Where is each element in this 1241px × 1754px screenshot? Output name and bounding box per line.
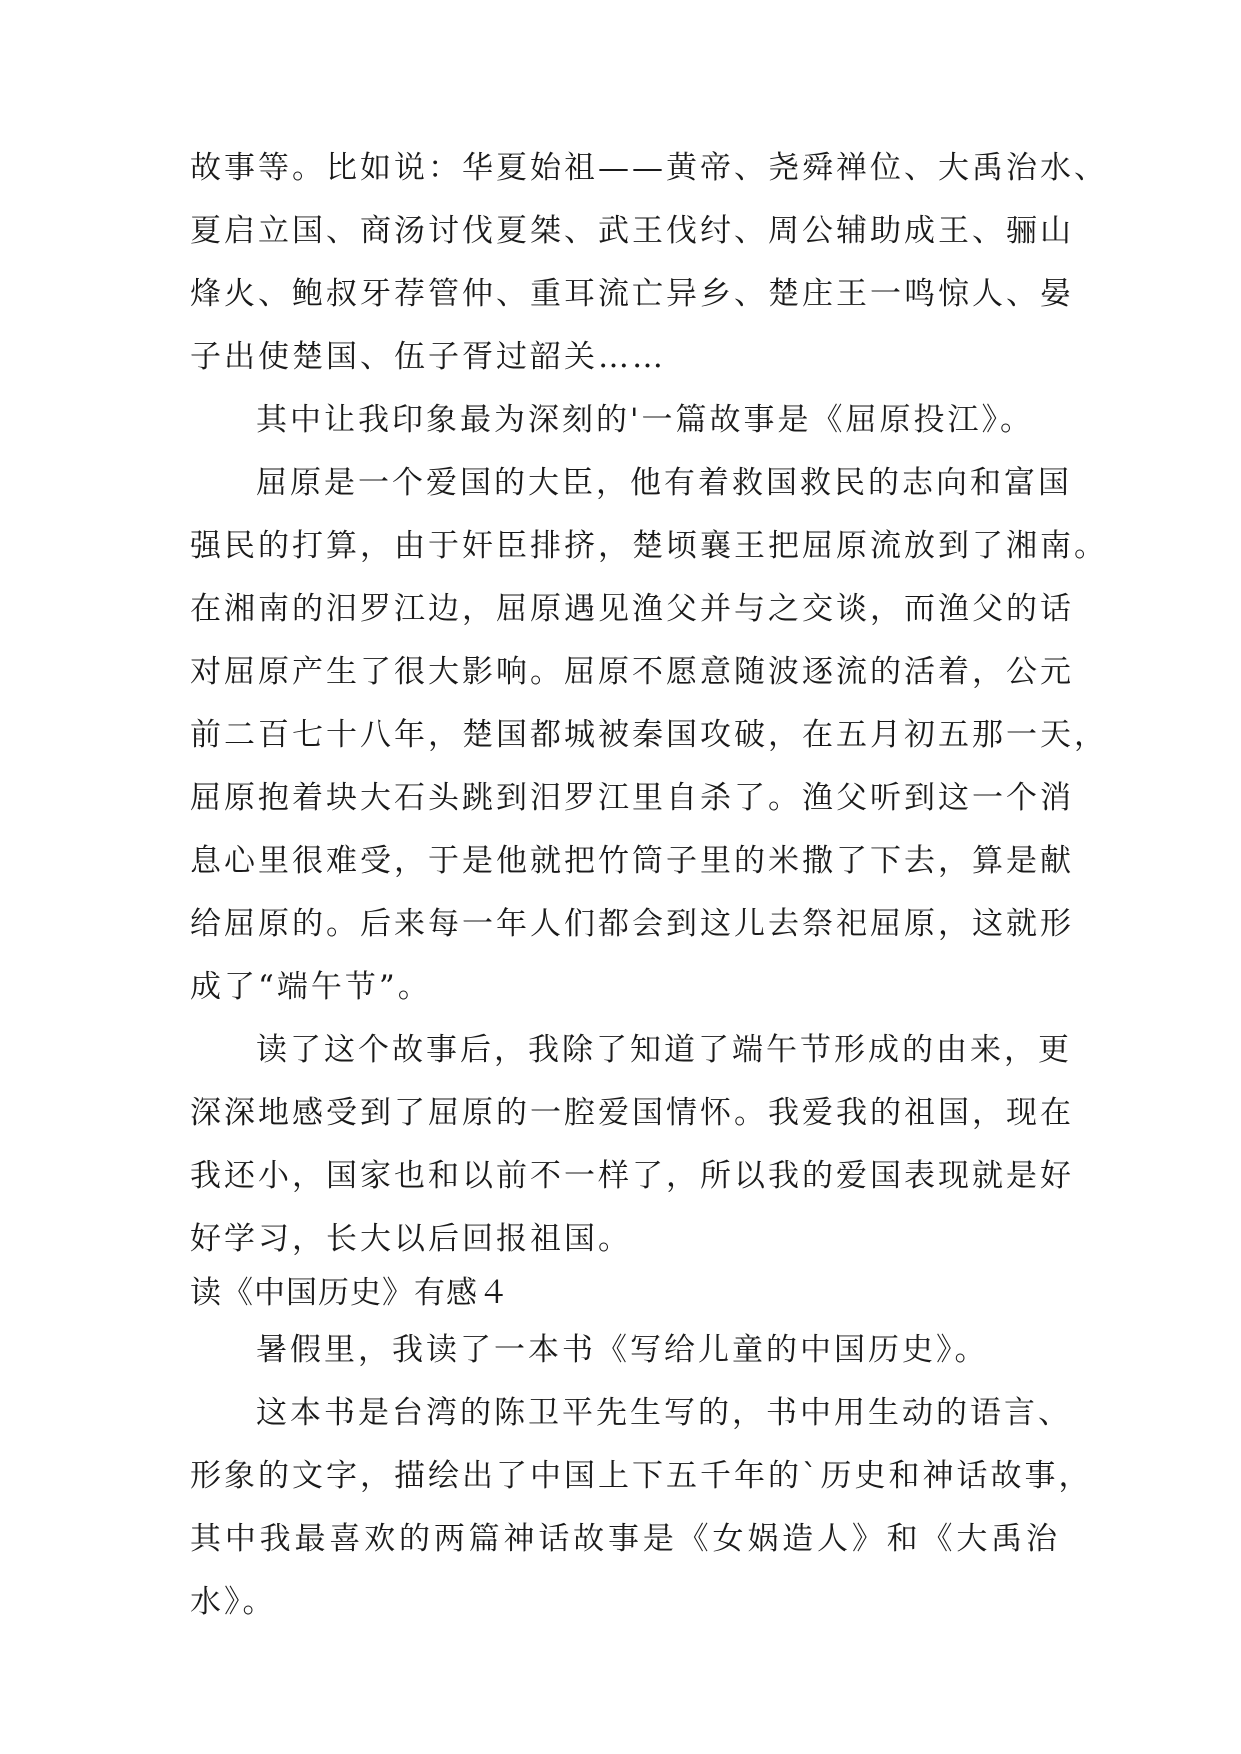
text-line: 暑假里，我读了一本书《写给儿童的中国历史》。 bbox=[256, 1332, 989, 1368]
text-line: 我还小，国家也和以前不一样了，所以我的爱国表现就是好 bbox=[190, 1158, 1074, 1194]
text-line: 对屈原产生了很大影响。屈原不愿意随波逐流的活着，公元 bbox=[190, 654, 1074, 690]
text-line: 夏启立国、商汤讨伐夏桀、武王伐纣、周公辅助成王、骊山 bbox=[190, 213, 1074, 249]
text-line: 形象的文字，描绘出了中国上下五千年的`历史和神话故事， bbox=[190, 1458, 1093, 1494]
section-heading: 读《中国历史》有感４ bbox=[190, 1275, 510, 1311]
text-line: 其中我最喜欢的两篇神话故事是《女娲造人》和《大禹治 bbox=[190, 1521, 1060, 1557]
text-line: 前二百七十八年，楚国都城被秦国攻破，在五月初五那一天， bbox=[190, 717, 1108, 753]
text-line: 这本书是台湾的陈卫平先生写的，书中用生动的语言、 bbox=[256, 1395, 1072, 1431]
text-line: 子出使楚国、伍子胥过韶关…… bbox=[190, 339, 666, 375]
text-line: 强民的打算，由于奸臣排挤，楚顷襄王把屈原流放到了湘南。 bbox=[190, 528, 1108, 564]
text-line: 水》。 bbox=[190, 1584, 277, 1620]
text-line: 成了“端午节”。 bbox=[190, 969, 432, 1005]
text-line: 深深地感受到了屈原的一腔爱国情怀。我爱我的祖国，现在 bbox=[190, 1095, 1074, 1131]
text-line: 屈原抱着块大石头跳到汨罗江里自杀了。渔父听到这一个消 bbox=[190, 780, 1074, 816]
text-line: 读了这个故事后，我除了知道了端午节形成的由来，更 bbox=[256, 1032, 1072, 1068]
text-line: 屈原是一个爱国的大臣，他有着救国救民的志向和富国 bbox=[256, 465, 1072, 501]
text-line: 其中让我印象最为深刻的'一篇故事是《屈原投江》。 bbox=[256, 402, 1035, 438]
text-line: 好学习，长大以后回报祖国。 bbox=[190, 1221, 632, 1257]
text-line: 在湘南的汨罗江边，屈原遇见渔父并与之交谈，而渔父的话 bbox=[190, 591, 1074, 627]
text-line: 给屈原的。后来每一年人们都会到这儿去祭祀屈原，这就形 bbox=[190, 906, 1074, 942]
text-line: 故事等。比如说：华夏始祖——黄帝、尧舜禅位、大禹治水、 bbox=[190, 150, 1108, 186]
text-line: 息心里很难受，于是他就把竹筒子里的米撒了下去，算是献 bbox=[190, 843, 1074, 879]
text-line: 烽火、鲍叔牙荐管仲、重耳流亡异乡、楚庄王一鸣惊人、晏 bbox=[190, 276, 1074, 312]
